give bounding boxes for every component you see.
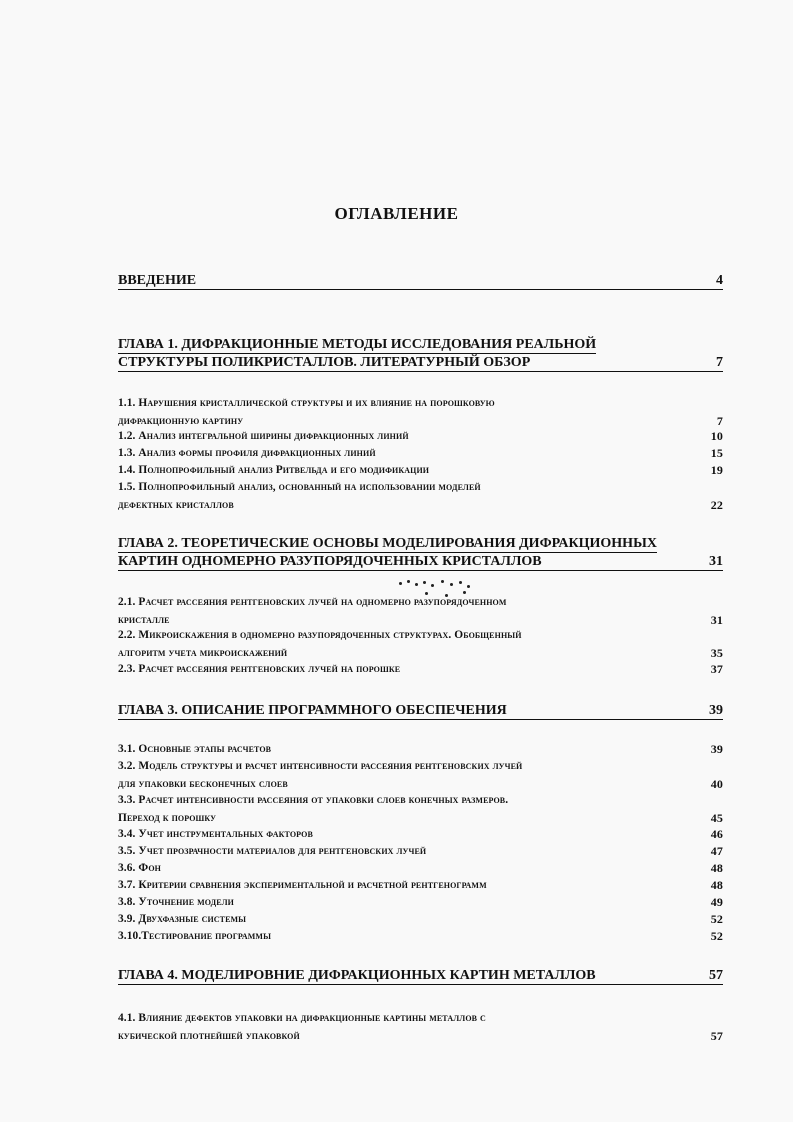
toc-chapter-3[interactable] [118,702,723,720]
section-1-3-page: 15 [710,446,723,460]
section-1-3-label: 1.3. Анализ формы профиля дифракционных линий [118,447,376,459]
toc-chapter-2[interactable] [118,535,723,571]
chapter-4-page: 57 [709,968,723,983]
section-2-1-line2: кристалле [118,613,170,626]
section-3-4-label: 3.4. Учет инструментальных факторов [118,828,313,840]
toc-chapter-1[interactable] [118,336,723,372]
toc-section-3-9[interactable] [118,911,723,929]
section-1-5-page: 22 [710,497,723,512]
toc-section-2-1[interactable] [118,594,723,629]
section-1-1-page: 7 [716,413,723,428]
section-3-1-label: 3.1. Основные этапы расчетов [118,743,272,755]
toc-section-1-5[interactable] [118,479,723,514]
section-3-3-line2: Переход к порошку [118,811,217,824]
chapter-3-page: 39 [709,703,723,718]
chapter-4-label: ГЛАВА 4. МОДЕЛИРОВНИЕ ДИФРАКЦИОННЫХ КАРТИН МЕТАЛЛОВ [118,968,596,983]
section-3-10-page: 52 [710,929,723,943]
section-2-2-line1: 2.2. Микроискажения в одномерно разупорядоченных структурах. Обобщенный [118,629,522,641]
section-2-1-page: 31 [710,612,723,627]
section-3-7-page: 48 [710,878,723,892]
section-3-5-page: 47 [710,844,723,858]
section-3-3-page: 45 [710,810,723,825]
section-4-1-line2: кубической плотнейшей упаковкой [118,1029,300,1042]
toc-intro-page: 4 [716,273,723,288]
section-3-3-line1: 3.3. Расчет интенсивности рассеяния от упаковки слоев конечных размеров. [118,794,509,806]
chapter-1-line2: СТРУКТУРЫ ПОЛИКРИСТАЛЛОВ. ЛИТЕРАТУРНЫЙ ОБЗОР [118,355,531,370]
section-1-1-line1: 1.1. Нарушения кристаллической структуры и их влияние на порошковую [118,397,495,409]
toc-section-3-3[interactable] [118,792,723,827]
section-1-4-label: 1.4. Полнопрофильный анализ Ритвельда и его модификации [118,464,430,476]
section-1-5-line1: 1.5. Полнопрофильный анализ, основанный на использовании моделей [118,481,481,493]
toc-section-1-3[interactable] [118,445,723,463]
chapter-1-line1: ГЛАВА 1. ДИФРАКЦИОННЫЕ МЕТОДЫ ИССЛЕДОВАНИЯ РЕАЛЬНОЙ [118,337,597,352]
section-3-2-line2: для упаковки бесконечных слоев [118,777,288,790]
page-title: ОГЛАВЛЕНИЕ [334,204,459,223]
section-1-1-line2: дифракционную картину [118,414,244,427]
section-3-10-label: 3.10.Тестирование программы [118,930,272,942]
section-1-2-page: 10 [710,429,723,443]
section-3-7-label: 3.7. Критерии сравнения экспериментальной и расчетной рентгенограмм [118,879,487,891]
section-3-5-label: 3.5. Учет прозрачности материалов для рентгеновских лучей [118,845,427,857]
toc-intro[interactable] [118,272,723,290]
section-3-2-page: 40 [710,776,723,791]
section-4-1-line1: 4.1. Влияние дефектов упаковки на дифракционные картины металлов с [118,1012,486,1024]
toc-section-3-5[interactable] [118,843,723,861]
chapter-2-page: 31 [709,554,723,569]
section-2-2-line2: алгоритм учета микроискажений [118,646,288,659]
toc-section-2-3[interactable] [118,661,723,679]
section-3-9-page: 52 [710,912,723,926]
toc-section-3-1[interactable] [118,741,723,759]
section-3-4-page: 46 [710,827,723,841]
section-3-2-line1: 3.2. Модель структуры и расчет интенсивности рассеяния рентгеновских лучей [118,760,523,772]
section-2-3-label: 2.3. Расчет рассеяния рентгеновских лучей на порошке [118,663,401,675]
toc-section-4-1[interactable] [118,1010,723,1045]
section-1-2-label: 1.2. Анализ интегральной ширины дифракционных линий [118,430,409,442]
chapter-2-line1: ГЛАВА 2. ТЕОРЕТИЧЕСКИЕ ОСНОВЫ МОДЕЛИРОВАНИЯ ДИФРАКЦИОННЫХ [118,536,657,551]
toc-section-3-2[interactable] [118,758,723,793]
toc-chapter-4[interactable] [118,967,723,985]
toc-section-1-1[interactable] [118,395,723,430]
toc-section-1-4[interactable] [118,462,723,480]
chapter-3-label: ГЛАВА 3. ОПИСАНИЕ ПРОГРАММНОГО ОБЕСПЕЧЕНИЯ [118,703,507,718]
toc-section-1-2[interactable] [118,428,723,446]
section-3-6-page: 48 [710,861,723,875]
toc-section-3-10[interactable] [118,928,723,946]
toc-section-2-2[interactable] [118,627,723,662]
section-2-3-page: 37 [710,662,723,676]
toc-section-3-8[interactable] [118,894,723,912]
section-3-6-label: 3.6. Фон [118,862,161,874]
toc-section-3-7[interactable] [118,877,723,895]
chapter-1-page: 7 [716,355,723,370]
section-1-5-line2: дефектных кристаллов [118,498,234,511]
section-2-2-page: 35 [710,645,723,660]
section-1-4-page: 19 [710,463,723,477]
section-2-1-line1: 2.1. Расчет рассеяния рентгеновских лучей на одномерно разупорядоченном [118,596,507,608]
chapter-2-line2: КАРТИН ОДНОМЕРНО РАЗУПОРЯДОЧЕННЫХ КРИСТАЛЛОВ [118,554,542,569]
section-3-9-label: 3.9. Двухфазные системы [118,913,247,925]
section-3-8-label: 3.8. Уточнение модели [118,896,234,908]
section-4-1-page: 57 [710,1028,723,1043]
toc-section-3-6[interactable] [118,860,723,878]
section-3-1-page: 39 [710,742,723,756]
section-3-8-page: 49 [710,895,723,909]
toc-intro-label: ВВЕДЕНИЕ [118,273,197,288]
toc-section-3-4[interactable] [118,826,723,844]
